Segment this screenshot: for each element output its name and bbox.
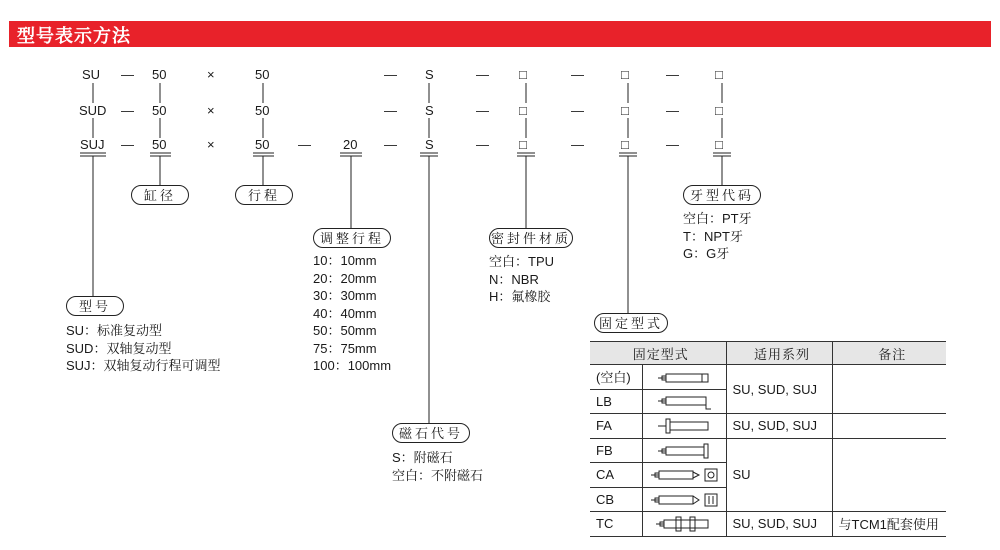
mount-icon-cell: [642, 365, 726, 390]
seal-label: 密封件材质: [489, 228, 573, 248]
cylinder-trunnion-icon: [654, 516, 714, 532]
mount-code-cell: FB: [590, 438, 642, 463]
note-cell: [832, 365, 946, 414]
list-item: G：G牙: [683, 246, 730, 261]
list-item: S：附磁石: [392, 450, 453, 465]
mount-icon-cell: [642, 487, 726, 512]
dash: —: [384, 103, 397, 118]
table-header-row: [590, 342, 946, 365]
magnet-code: S: [425, 67, 434, 82]
stroke-code: 50: [255, 103, 270, 118]
cylinder-clevis-icon: [649, 467, 719, 483]
mount-code-cell: FA: [590, 414, 642, 439]
table-row: [590, 365, 946, 390]
series-code: SUJ: [80, 137, 105, 152]
thread-list: [683, 210, 752, 263]
mount-icon-cell: [642, 512, 726, 537]
list-item: 100：100mm: [313, 358, 392, 373]
seal-code: □: [519, 103, 527, 118]
dash: —: [666, 137, 679, 152]
mount-icon-cell: [642, 389, 726, 414]
dash: —: [666, 103, 679, 118]
model-label: 型号: [66, 296, 124, 316]
cylinder-double-clevis-icon: [649, 492, 719, 508]
bore-code: 50: [152, 103, 167, 118]
times-sign: ×: [207, 137, 215, 152]
dash: —: [666, 67, 679, 82]
list-item: 空白：PT牙: [683, 211, 752, 226]
thread-label: 牙型代码: [683, 185, 761, 205]
dash: —: [476, 67, 489, 82]
list-item: 10：10mm: [313, 253, 377, 268]
dash: —: [571, 137, 584, 152]
table-row: [590, 414, 946, 439]
dash: —: [571, 103, 584, 118]
dash: —: [476, 103, 489, 118]
column-header: 适用系列: [726, 342, 832, 365]
mount-code-cell: TC: [590, 512, 642, 537]
times-sign: ×: [207, 103, 215, 118]
list-item: 30：30mm: [313, 288, 377, 303]
series-code: SU: [82, 67, 101, 82]
note-cell: [832, 438, 946, 512]
cylinder-basic-icon: [656, 371, 712, 385]
adjust-list: [313, 252, 391, 375]
seal-code: □: [519, 67, 527, 82]
list-item: H：氟橡胶: [489, 289, 551, 304]
magnet-list: [392, 449, 483, 484]
dash: —: [571, 67, 584, 82]
thread-code: □: [715, 137, 723, 152]
dash: —: [384, 137, 397, 152]
series-code: SUD: [79, 103, 107, 118]
cylinder-foot-icon: [656, 394, 712, 410]
adjust-label: 调整行程: [313, 228, 391, 248]
table-row: [590, 512, 946, 537]
note-cell: 与TCM1配套使用: [832, 512, 946, 537]
stroke-code: 50: [255, 67, 270, 82]
bore-label: 缸径: [131, 185, 189, 205]
list-item: SUJ：双轴复动行程可调型: [66, 358, 221, 373]
dash: —: [121, 67, 134, 82]
list-item: 空白：TPU: [489, 254, 555, 269]
series-cell: SU, SUD, SUJ: [726, 365, 832, 414]
dash: —: [121, 137, 134, 152]
dash: —: [121, 103, 134, 118]
dash: —: [384, 67, 397, 82]
mount-icon-cell: [642, 438, 726, 463]
seal-code: □: [519, 137, 527, 152]
dash: —: [298, 137, 311, 152]
list-item: T：NPT牙: [683, 228, 743, 244]
adjust-code: 20: [343, 137, 358, 152]
mount-code-cell: (空白): [590, 365, 642, 390]
cylinder-rear-flange-icon: [656, 443, 712, 459]
section-title: 型号表示方法: [17, 26, 131, 46]
list-item: 40：40mm: [313, 305, 377, 321]
mount-code-cell: CB: [590, 487, 642, 512]
stroke-label: 行程: [235, 185, 293, 205]
table-row: [590, 438, 946, 463]
seal-list: [489, 253, 554, 306]
dash: —: [476, 137, 489, 152]
note-cell: [832, 414, 946, 439]
model-list: [66, 322, 221, 375]
bore-code: 50: [152, 67, 167, 82]
cylinder-flange-icon: [656, 418, 712, 434]
list-item: 50：50mm: [313, 323, 377, 338]
mount-code: □: [621, 67, 629, 82]
mount-code: □: [621, 137, 629, 152]
magnet-code: S: [425, 137, 434, 152]
stroke-code: 50: [255, 137, 270, 152]
series-cell: SU, SUD, SUJ: [726, 512, 832, 537]
magnet-label: 磁石代号: [392, 423, 470, 443]
column-header: 备注: [832, 342, 946, 365]
bore-code: 50: [152, 137, 167, 152]
column-header: 固定型式: [590, 342, 726, 365]
list-item: 20：20mm: [313, 270, 377, 286]
mount-code: □: [621, 103, 629, 118]
mount-table: [590, 341, 946, 537]
list-item: 75：75mm: [313, 340, 377, 356]
mount-code-cell: LB: [590, 389, 642, 414]
series-cell: SU, SUD, SUJ: [726, 414, 832, 439]
mount-code-cell: CA: [590, 463, 642, 488]
magnet-code: S: [425, 103, 434, 118]
list-item: N：NBR: [489, 271, 539, 287]
list-item: SU：标准复动型: [66, 323, 163, 338]
mount-icon-cell: [642, 463, 726, 488]
times-sign: ×: [207, 67, 215, 82]
thread-code: □: [715, 67, 723, 82]
list-item: 空白：不附磁石: [392, 467, 484, 483]
mount-icon-cell: [642, 414, 726, 439]
mount-label: 固定型式: [594, 313, 668, 333]
series-cell: SU: [726, 438, 832, 512]
list-item: SUD：双轴复动型: [66, 340, 172, 356]
thread-code: □: [715, 103, 723, 118]
